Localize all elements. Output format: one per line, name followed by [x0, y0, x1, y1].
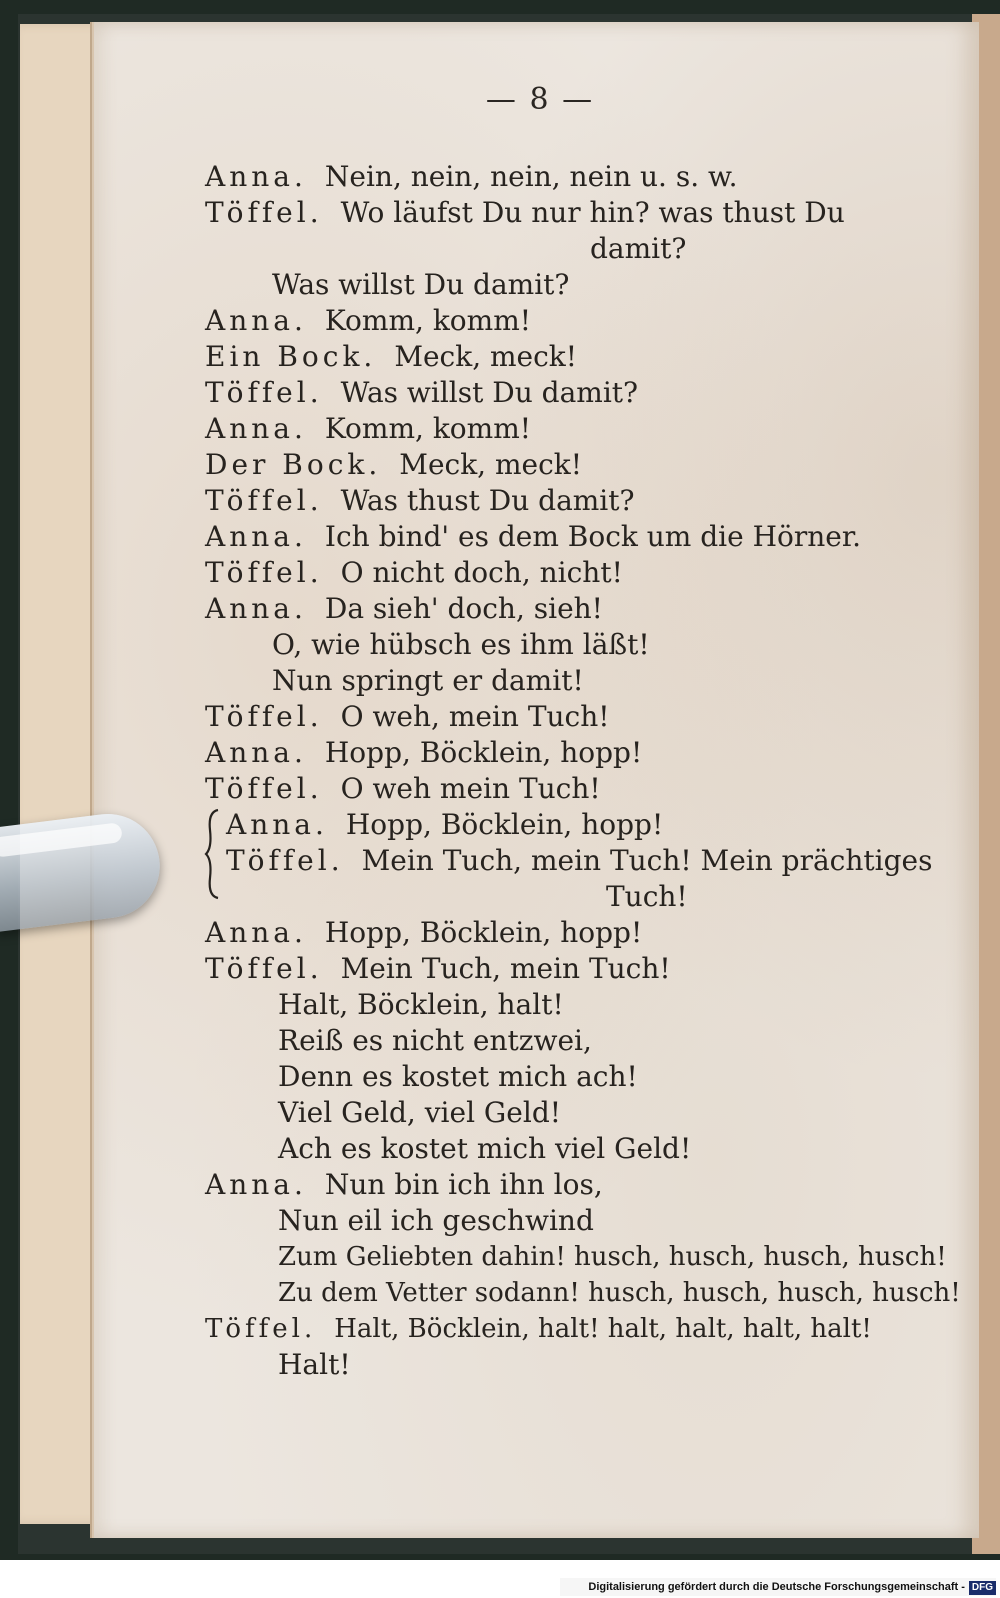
speaker-label: Töffel. — [226, 844, 344, 877]
speaker-label: Anna. — [205, 916, 307, 949]
speaker-label: Töffel. — [205, 700, 323, 733]
text-line — [205, 1312, 872, 1346]
line-text: Nein, nein, nein, nein u. s. w. — [324, 160, 738, 193]
speaker-label: Anna. — [205, 520, 307, 553]
text-line — [278, 1276, 961, 1310]
text-line — [205, 304, 531, 338]
text-line — [278, 1348, 351, 1382]
line-text: Wo läufst Du nur hin? was thust Du — [340, 196, 845, 229]
speaker-label: Töffel. — [205, 556, 323, 589]
line-text: Hopp, Böcklein, hopp! — [345, 808, 664, 841]
text-line — [278, 1096, 561, 1130]
text-line — [205, 448, 582, 482]
text-line — [272, 268, 569, 302]
speaker-label: Töffel. — [205, 952, 323, 985]
funding-credit — [560, 1578, 996, 1596]
text-line — [278, 1204, 594, 1238]
speaker-label: Töffel. — [205, 772, 323, 805]
speaker-label: Anna. — [205, 736, 307, 769]
line-text: O weh, mein Tuch! — [340, 700, 610, 733]
speaker-label: Anna. — [205, 592, 307, 625]
text-line — [205, 376, 638, 410]
line-text: Meck, meck! — [394, 340, 578, 373]
line-text: Nun springt er damit! — [272, 664, 584, 697]
line-text: Komm, komm! — [324, 412, 531, 445]
text-line — [205, 736, 642, 770]
text-line — [205, 1168, 603, 1202]
line-text: Ach es kostet mich viel Geld! — [278, 1132, 692, 1165]
text-line — [278, 1060, 638, 1094]
speaker-label: Anna. — [205, 160, 307, 193]
line-text: damit? — [590, 232, 687, 265]
text-line — [278, 1240, 947, 1274]
speaker-label: Anna. — [205, 304, 307, 337]
text-line — [278, 988, 564, 1022]
speaker-label: Anna. — [205, 1168, 307, 1201]
text-line — [606, 880, 688, 914]
speaker-label: Ein Bock. — [205, 340, 377, 373]
text-line — [278, 1024, 592, 1058]
funding-credit-text: Digitalisierung gefördert durch die Deutsche Forschungsgemeinschaft - — [588, 1581, 965, 1593]
line-text: Was willst Du damit? — [340, 376, 639, 409]
text-line — [226, 844, 932, 878]
line-text: Da sieh' doch, sieh! — [324, 592, 603, 625]
line-text: Komm, komm! — [324, 304, 531, 337]
line-text: Viel Geld, viel Geld! — [278, 1096, 561, 1129]
speaker-label: Töffel. — [205, 484, 323, 517]
text-line — [272, 664, 584, 698]
line-text: Halt, Böcklein, halt! — [278, 988, 564, 1021]
brace-mark — [204, 808, 220, 900]
line-text: O nicht doch, nicht! — [340, 556, 623, 589]
line-text: Zu dem Vetter sodann! husch, husch, husch, husch! — [278, 1278, 961, 1308]
text-line — [205, 340, 577, 374]
speaker-label: Töffel. — [205, 1314, 317, 1344]
dfg-logo-badge: DFG — [969, 1581, 996, 1595]
line-text: Hopp, Böcklein, hopp! — [324, 916, 643, 949]
line-text: Nun eil ich geschwind — [278, 1204, 594, 1237]
text-line — [590, 232, 686, 266]
speaker-label: Töffel. — [205, 196, 323, 229]
line-text: Tuch! — [606, 880, 688, 913]
text-line — [205, 520, 861, 554]
line-text: Nun bin ich ihn los, — [324, 1168, 603, 1201]
text-line — [205, 916, 642, 950]
speaker-label: Der Bock. — [205, 448, 382, 481]
line-text: O, wie hübsch es ihm läßt! — [272, 628, 650, 661]
line-text: Meck, meck! — [399, 448, 583, 481]
line-text: Mein Tuch, mein Tuch! Mein prächtiges — [361, 844, 933, 877]
line-text: Was thust Du damit? — [340, 484, 635, 517]
clip-highlight — [0, 822, 123, 858]
text-line — [205, 160, 738, 194]
text-line — [205, 772, 601, 806]
text-line — [205, 952, 671, 986]
line-text: Mein Tuch, mein Tuch! — [340, 952, 671, 985]
text-line — [205, 592, 603, 626]
text-line — [205, 412, 531, 446]
page-number: — 8 — — [485, 82, 595, 117]
speaker-label: Anna. — [205, 412, 307, 445]
line-text: Halt! — [278, 1348, 351, 1381]
text-line — [205, 556, 623, 590]
line-text: Denn es kostet mich ach! — [278, 1060, 638, 1093]
speaker-label: Töffel. — [205, 376, 323, 409]
speaker-label: Anna. — [226, 808, 328, 841]
text-line — [205, 196, 845, 230]
line-text: Reiß es nicht entzwei, — [278, 1024, 592, 1057]
text-line — [226, 808, 663, 842]
text-line — [272, 628, 650, 662]
text-line — [205, 484, 635, 518]
line-text: Zum Geliebten dahin! husch, husch, husch, husch! — [278, 1242, 947, 1272]
line-text: O weh mein Tuch! — [340, 772, 601, 805]
line-text: Hopp, Böcklein, hopp! — [324, 736, 643, 769]
text-line — [205, 700, 610, 734]
line-text: Ich bind' es dem Bock um die Hörner. — [324, 520, 862, 553]
line-text: Halt, Böcklein, halt! halt, halt, halt, halt! — [334, 1314, 872, 1344]
text-line — [278, 1132, 691, 1166]
line-text: Was willst Du damit? — [272, 268, 570, 301]
